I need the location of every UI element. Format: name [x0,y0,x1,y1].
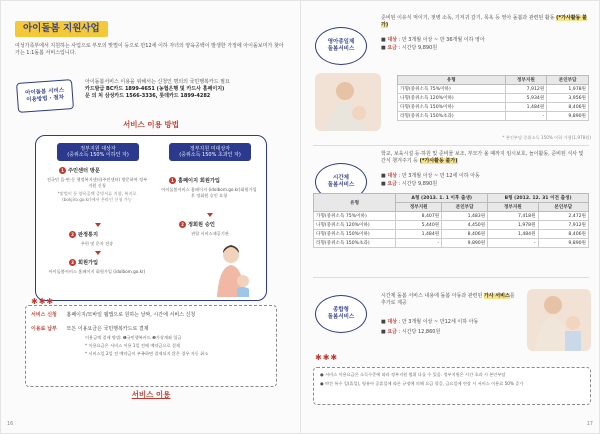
target-label: 대상 [387,319,397,325]
table-cell: 7,912원 [538,221,588,230]
table-row [398,85,589,94]
table-row [398,103,589,112]
fee-value: 시간당 9,890원 [401,45,438,51]
table-cell: 1,483원 [442,212,488,221]
star-decoration-icon: ✱✱✱ [315,353,339,362]
contact-line-3: 문 의 처 삼성카드 1566-3336, 롯데카드 1899-4282 [85,93,211,99]
step-label: 회원가입 [78,260,99,266]
table-header: 본인부담 [538,203,588,212]
page-number: 16 [7,421,14,427]
infant-care-fee: ■ 요금 : 시간당 9,890원 [381,45,438,51]
fee-label: 요금 [387,329,397,335]
step-label: 판정통지 [78,232,99,238]
infant-care-title: 영아종일제 돌봄서비스 [327,39,355,52]
column-header-ineligible: 정부지원 미대상자 (중위소득 150% 초과인 자) [169,143,251,161]
table-row [314,212,589,221]
table-cell: 나형(중위소득 120%이하) [314,221,396,230]
badge-text: 아이돌봄 서비스 이용방법 · 절차 [24,87,65,104]
table-cell: 라형(중위소득 150%초과) [398,112,506,121]
hourly-care-highlight: (*가사활동 불가) [419,158,458,164]
table-header: 유형 [314,194,396,212]
table-group-header: A형 (2013. 1. 1 이후 출생) [396,194,488,203]
infant-care-text: 준비된 이유식 먹이기, 젖병 소독, 기저귀 갈기, 목욕 등 영아 돌봄과 관련된 활동 [381,15,555,21]
table-cell: 1,978원 [547,85,589,94]
combined-care-desc [381,293,521,307]
arrow-down-icon [207,213,213,217]
table-row [314,230,589,239]
step-label: 주민센터 방문 [68,168,100,174]
table-cell: 7,912원 [505,85,547,94]
table-cell: 9,890원 [442,239,488,248]
hourly-care-text: 학교, 보육시설 등·하원 및 준비물 보조, 부모가 올 때까지 임시보호, 놀이활동, 준비된 식사 및 간식 챙겨주기 등 [381,151,584,164]
how-to-badge [16,79,74,113]
divider [313,277,589,278]
table-cell: 다형(중위소득 150%이하) [314,230,396,239]
hourly-fee-table [313,193,589,248]
table-cell: 나형(중위소득 120%이하) [398,94,506,103]
step-community-center-sub: *맞벌이 등 양육공백 증빙서류 지참, 복지로(bokjiro.go.kr)에서 온라인 신청 가능 [57,191,137,202]
table-header: 유형 [398,76,506,85]
table-cell: 1,484원 [488,230,538,239]
combined-care-title: 종합형 돌봄서비스 [327,307,355,320]
contact-block [85,79,291,100]
infant-fee-table [397,75,589,121]
fee-note-1: ● 서비스 이용요금은 소득수준에 따라 정부지원 범위 다를 수 있음. 정부지원은 시간 초과 시 본인부담 [320,372,506,377]
table-header: 정부지원 [505,76,547,85]
detail-pay-sub2: * 이용요금은 서비스 이용 1일 전에 예약금으로 결제 [85,343,180,348]
right-page [300,0,600,434]
combined-care-badge [315,295,367,333]
detail-apply-label: 서비스 신청 [31,312,57,318]
combined-care-text2: 를 추가로 제공 [381,293,515,306]
arrow-down-icon [95,251,101,255]
mother-baby-icon [315,73,381,131]
arrow-down-icon [95,223,101,227]
step-signup-text: 아이돌봄서비스 홈페이지 회원가입 (idolbom.go.kr) [48,269,146,274]
target-value: 만 3개월 이상 ~ 만 36개월 이하 영아 [401,37,485,43]
step-community-center-text: 전국민 읍·면·동 행정복지센터(주민센터) 방문하여 정부지원 신청 [46,177,148,188]
step-approval-text: 관할 서비스제공기관 [191,231,229,236]
step-notice-text: 우편 및 문자 전송 [80,241,114,246]
hourly-care-desc [381,151,587,165]
table-row [398,112,589,121]
fee-value: 시간당 9,890원 [401,181,438,187]
contact-line-1: 아이돌봄서비스 이용을 위해서는 신청인 명의의 국민행복카드 필요 [85,79,230,85]
table-cell: - [396,239,442,248]
combined-care-text: 시간제 돌봄 서비스 내용에 돌봄 아동과 관련된 [381,293,483,299]
step-homepage-signup: 1 홈페이지 회원가입 [169,177,220,184]
table-group-header: B형 (2012. 12. 31 이전 출생) [488,194,589,203]
table-header: 본인부담 [547,76,589,85]
target-label: 대상 [387,37,397,43]
detail-pay-sub1: 이용금액 결제 방법: ❶국민행복카드 ❷가상계좌 입금 [85,335,182,340]
table-row [314,239,589,248]
table-cell: 4,450원 [442,221,488,230]
page-number: 17 [586,421,593,427]
table-cell: 가형(중위소득 75%이하) [398,85,506,94]
combined-care-photo [527,289,591,351]
star-decoration-icon: ✱✱✱ [31,297,55,306]
fee-note-2: ● 야간 특수 일(휴일), 영유아 공휴일에 따른 규정에 의해 요금 할증, 금요일에 연장 시 서비스 이용료 50% 증가 [320,381,524,386]
step-notice: 2 판정통지 [69,231,98,238]
infant-care-target: ■ 대상 : 만 3개월 이상 ~ 만 36개월 이하 영아 [381,37,485,43]
infant-table-note: * 본인부담 중위소득 150% 이하 가형(1,978원) [502,135,591,140]
table-cell: 라형(중위소득 150%초과) [314,239,396,248]
table-cell: - [488,239,538,248]
table-header: 정부지원 [396,203,442,212]
detail-apply-text: 홈페이지/모바일 웹앱으로 원하는 날짜, 시간에 서비스 신청 [66,312,196,318]
contact-line-2: 카드발급 BC카드 1899-4651 (농협은행 및 카드사 홈페이지) [85,86,225,92]
fee-label: 요금 [387,45,397,51]
step-homepage-signup-text: 아이돌봄서비스 홈페이지 (idolbom.go.kr)회원가입 후 정회원 승인 요청 [161,187,257,198]
step-signup: 3 회원가입 [69,259,98,266]
table-cell: 3,956원 [547,94,589,103]
table-cell: 2,472원 [538,212,588,221]
fee-note-2-text: 야간 특수 일(휴일), 영유아 공휴일에 따른 규정에 의해 요금 할증, 금요일에 연장 시 서비스 이용료 50% 증가 [325,381,524,386]
target-label: 대상 [387,173,397,179]
detail-pay [31,325,149,332]
table-header: 본인부담 [442,203,488,212]
caregiver-child-icon [527,289,591,351]
table-cell: 가형(중위소득 75%이하) [314,212,396,221]
intro-text: 여성가족부에서 지원하는 사업으로 부모의 맞벌이 등으로 만12세 이하 자녀의 양육공백이 발생한 가정에 아이돌보미가 찾아가는 1:1돌봄 서비스입니다. [15,43,284,56]
section-title-service: 서비스 이용 [131,390,171,399]
table-cell: 8,406원 [442,230,488,239]
detail-apply [31,311,195,318]
infant-care-desc [381,15,587,29]
detail-pay-label: 이용료 납부 [31,326,57,332]
table-cell: 1,484원 [396,230,442,239]
table-cell: 9,890원 [547,112,589,121]
step-label: 정회원 승인 [188,222,215,228]
table-cell: 1,978원 [488,221,538,230]
fee-notes-box [313,367,591,405]
fee-value: 시간당 12,860원 [401,329,441,335]
table-row [314,221,589,230]
table-cell: 9,890원 [538,239,588,248]
table-header: 정부지원 [488,203,538,212]
combined-care-fee: ■ 요금 : 시간당 12,860원 [381,329,441,335]
hourly-care-target: ■ 대상 : 만 3개월 이상 ~ 만 12세 이하 아동 [381,173,480,179]
step-label: 홈페이지 회원가입 [178,178,220,184]
table-cell: 7,418원 [488,212,538,221]
infant-care-badge [315,27,367,65]
page-title: 아이돌봄 지원사업 [15,21,108,37]
table-cell: 5,440원 [396,221,442,230]
infant-photo [315,73,381,131]
table-cell: 8,406원 [547,103,589,112]
hourly-care-title: 시간제 돌봄서비스 [327,175,355,188]
step-approval: 2 정회원 승인 [179,221,215,228]
column-header-eligible: 정부지원 대상자 (중위소득 150% 이하인 자) [57,143,139,161]
table-cell: 1,484원 [505,103,547,112]
table-cell: - [505,112,547,121]
target-value: 만 3개월 이상 ~ 만 12세 이하 아동 [401,173,480,179]
table-cell: 다형(중위소득 150%이하) [398,103,506,112]
table-cell: 8,407원 [396,212,442,221]
table-cell: 5,934원 [505,94,547,103]
detail-pay-sub3: * 서비스일 2일 전 예약금이 부족하면 결제되지 않은 경우 자동 취소 [85,351,209,356]
divider [313,145,589,146]
hourly-care-fee: ■ 요금 : 시간당 9,890원 [381,181,438,187]
target-value: 만 3개월 이상 ~ 만12세 이하 아동 [401,319,479,325]
combined-care-target: ■ 대상 : 만 3개월 이상 ~ 만12세 이하 아동 [381,319,479,325]
combined-care-highlight: 가사 서비스 [483,293,510,299]
section-title-usage: 서비스 이용 방법 [123,120,179,129]
fee-note-1-text: 서비스 이용요금은 소득수준에 따라 정부지원 범위 다를 수 있음. 정부지원은 시간 초과 시 본인부담 [325,372,506,377]
table-row [398,94,589,103]
table-cell: 8,406원 [538,230,588,239]
caregiver-illustration [201,241,261,299]
infant-care-highlight: (*가사활동 불가) [381,15,587,28]
step-community-center: 1 주민센터 방문 [59,167,100,174]
fee-label: 요금 [387,181,397,187]
detail-pay-text: 모든 이용요금은 국민행복카드로 결제 [66,326,149,332]
